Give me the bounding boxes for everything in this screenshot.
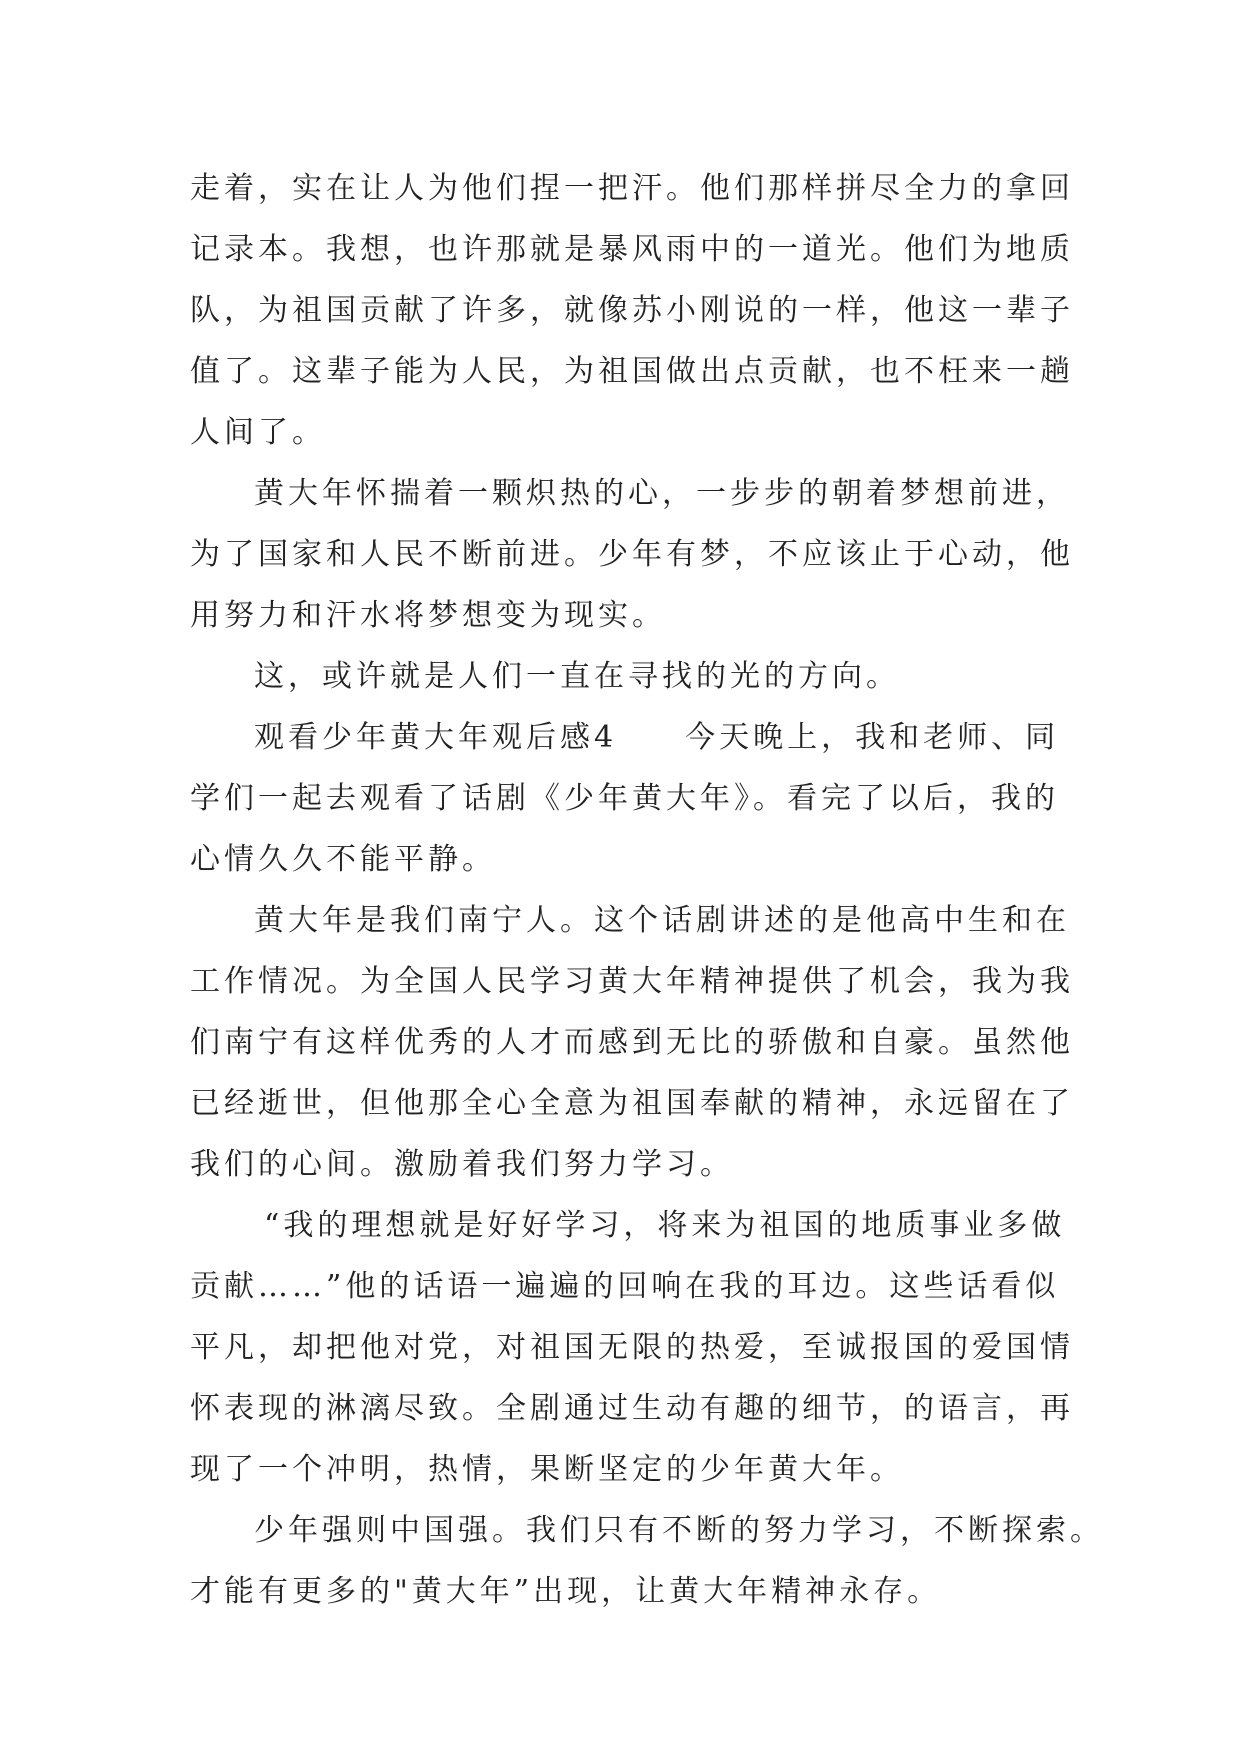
section-title-line: 观看少年黄大年观后感4 今天晚上，我和老师、同 bbox=[254, 720, 1060, 755]
text-line: 怀表现的淋漓尽致。全剧通过生动有趣的细节，的语言，再 bbox=[190, 1391, 1074, 1426]
text-line: 学们一起去观看了话剧《少年黄大年》。看完了以后，我的 bbox=[190, 781, 1059, 816]
text-line: 心情久久不能平静。 bbox=[190, 842, 496, 877]
text-line: 才能有更多的"黄大年”出现，让黄大年精神永存。 bbox=[190, 1574, 942, 1609]
text-line: 为了国家和人民不断前进。少年有梦，不应该止于心动，他 bbox=[190, 537, 1074, 572]
text-line: 用努力和汗水将梦想变为现实。 bbox=[190, 598, 666, 633]
paragraph-start-line: 这，或许就是人们一直在寻找的光的方向。 bbox=[254, 659, 900, 694]
text-line: 人间了。 bbox=[190, 415, 326, 450]
text-line: 已经逝世，但他那全心全意为祖国奉献的精神，永远留在了 bbox=[190, 1086, 1074, 1121]
text-line: 现了一个冲明，热情，果断坚定的少年黄大年。 bbox=[190, 1452, 904, 1487]
text-line: 平凡，却把他对党，对祖国无限的热爱，至诚报国的爱国情 bbox=[190, 1330, 1074, 1365]
essay-body bbox=[190, 158, 1104, 1622]
text-line: 我们的心间。激励着我们努力学习。 bbox=[190, 1147, 734, 1182]
text-line: 贡献……”他的话语一遍遍的回响在我的耳边。这些话看似 bbox=[190, 1269, 1060, 1304]
text-line: 队，为祖国贡献了许多，就像苏小刚说的一样，他这一辈子 bbox=[190, 293, 1074, 328]
paragraph-start-line: 少年强则中国强。我们只有不断的努力学习，不断探索。 bbox=[254, 1513, 1104, 1548]
text-line: 工作情况。为全国人民学习黄大年精神提供了机会，我为我 bbox=[190, 964, 1074, 999]
paragraph-start-line: 黄大年怀揣着一颗炽热的心，一步步的朝着梦想前进， bbox=[254, 476, 1070, 511]
text-line: 记录本。我想，也许那就是暴风雨中的一道光。他们为地质 bbox=[190, 232, 1074, 267]
paragraph-start-line: “我的理想就是好好学习，将来为祖国的地质事业多做 bbox=[264, 1208, 1066, 1243]
text-line: 走着，实在让人为他们捏一把汗。他们那样拼尽全力的拿回 bbox=[190, 171, 1074, 206]
paragraph-start-line: 黄大年是我们南宁人。这个话剧讲述的是他高中生和在 bbox=[254, 903, 1070, 938]
text-line: 值了。这辈子能为人民，为祖国做出点贡献，也不枉来一趟 bbox=[190, 354, 1074, 389]
text-line: 们南宁有这样优秀的人才而感到无比的骄傲和自豪。虽然他 bbox=[190, 1025, 1074, 1060]
